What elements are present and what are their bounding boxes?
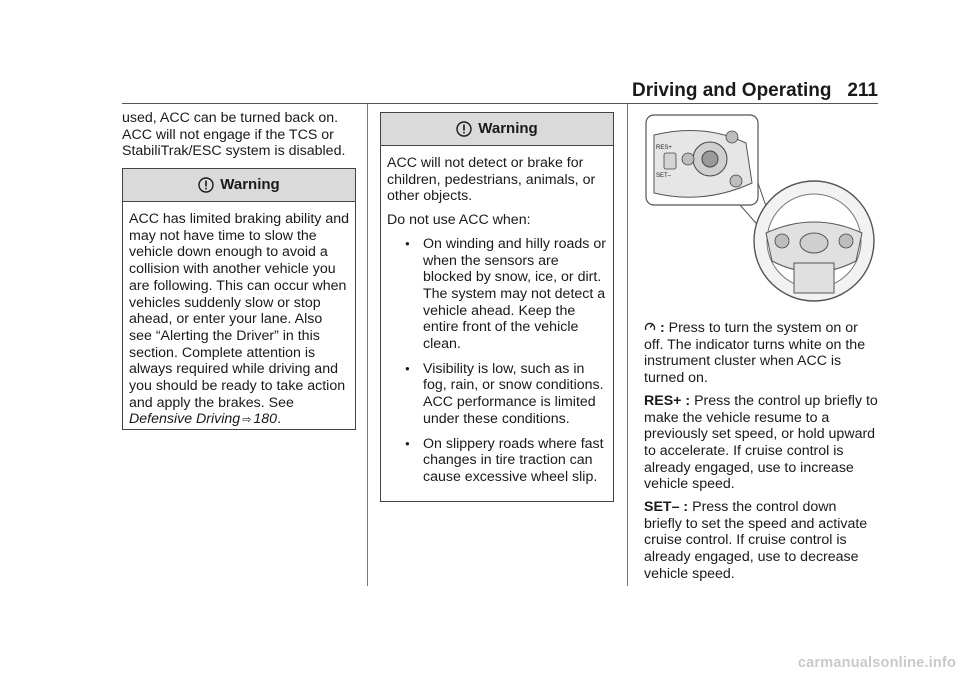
set-button-label: SET– xyxy=(656,173,672,179)
bullet-item: ● On slippery roads where fast changes in tire traction can cause excessive wheel slip. xyxy=(387,436,607,486)
warning-paragraph-1: ACC will not detect or brake for children, pedestrians, animals, or other objects. xyxy=(387,155,596,205)
cruise-control-icon xyxy=(644,321,656,333)
warning-icon xyxy=(456,121,472,137)
warning-paragraph-2: Do not use ACC when: xyxy=(387,212,531,229)
warning-title: Warning xyxy=(478,119,538,137)
reference-page[interactable]: 180 xyxy=(253,411,278,428)
reference-suffix: . xyxy=(277,411,282,428)
warning-box-detection xyxy=(380,112,614,502)
warning-body xyxy=(381,146,613,506)
section-title: Driving and Operating xyxy=(632,80,832,101)
bullet-list xyxy=(387,236,607,486)
entry-description: Press to turn the system on or off. The indicator turns white on the instrument cluster when ACC is turned on. xyxy=(644,320,866,387)
intro-paragraph: used, ACC can be turned back on. ACC will not engage if the TCS or StabiliTrak/ESC system is disabled. xyxy=(122,110,346,160)
entry-term: RES+ : xyxy=(644,392,691,409)
watermark: carmanualsonline.info xyxy=(797,655,956,671)
warning-title: Warning xyxy=(220,175,280,193)
entry-term: SET– : xyxy=(644,499,689,516)
res-button-label: RES+ xyxy=(656,145,672,151)
steering-wheel-figure xyxy=(644,113,878,303)
page-ref-arrow-icon: ⇨ xyxy=(242,414,252,427)
column-divider-2 xyxy=(627,104,628,586)
steering-wheel-illustration xyxy=(644,113,878,303)
warning-body xyxy=(123,202,355,448)
entry-set xyxy=(644,499,878,583)
entry-term-separator: : xyxy=(656,320,669,336)
reference-link-defensive-driving[interactable]: Defensive Driving xyxy=(129,411,241,428)
warning-header xyxy=(123,169,355,202)
warning-paragraph xyxy=(129,211,349,429)
warning-header xyxy=(381,113,613,146)
warning-text: ACC has limited braking ability and may not have time to slow the vehicle down enough to avoid a collision with another vehicle you are following. This can occur when vehicles suddenly slow or stop ahead, or enter your lane. Also see “Alerting the Driver” in this section. Complete attention is always required while driving and you should be ready to take action and apply the brakes. See xyxy=(129,211,350,411)
warning-icon xyxy=(198,177,214,193)
column-3 xyxy=(644,320,878,589)
bullet-item: ● On winding and hilly roads or when the sensors are blocked by snow, ice, or dirt. The system may not detect a vehicle ahead. Keep the entire front of the vehicle clean. xyxy=(387,236,607,353)
entry-res xyxy=(644,393,878,493)
bullet-item: ● Visibility is low, such as in fog, rain, or snow conditions. ACC performance is limited under these conditions. xyxy=(387,361,607,428)
column-divider-1 xyxy=(367,104,368,586)
page-number: 211 xyxy=(847,80,878,101)
entry-description: Press the control up briefly to make the vehicle resume to a previously set speed, or hold upward to accelerate. If cruise control is already engaged, use to increase vehicle speed. xyxy=(644,392,878,493)
entry-cruise-on-off xyxy=(644,320,878,387)
entry-description: Press the control down briefly to set the speed and activate cruise control. If cruise control is already engaged, use to decrease vehicle speed. xyxy=(644,499,868,582)
warning-box-braking xyxy=(122,168,356,430)
header-divider xyxy=(122,103,878,104)
column-1 xyxy=(122,110,356,160)
